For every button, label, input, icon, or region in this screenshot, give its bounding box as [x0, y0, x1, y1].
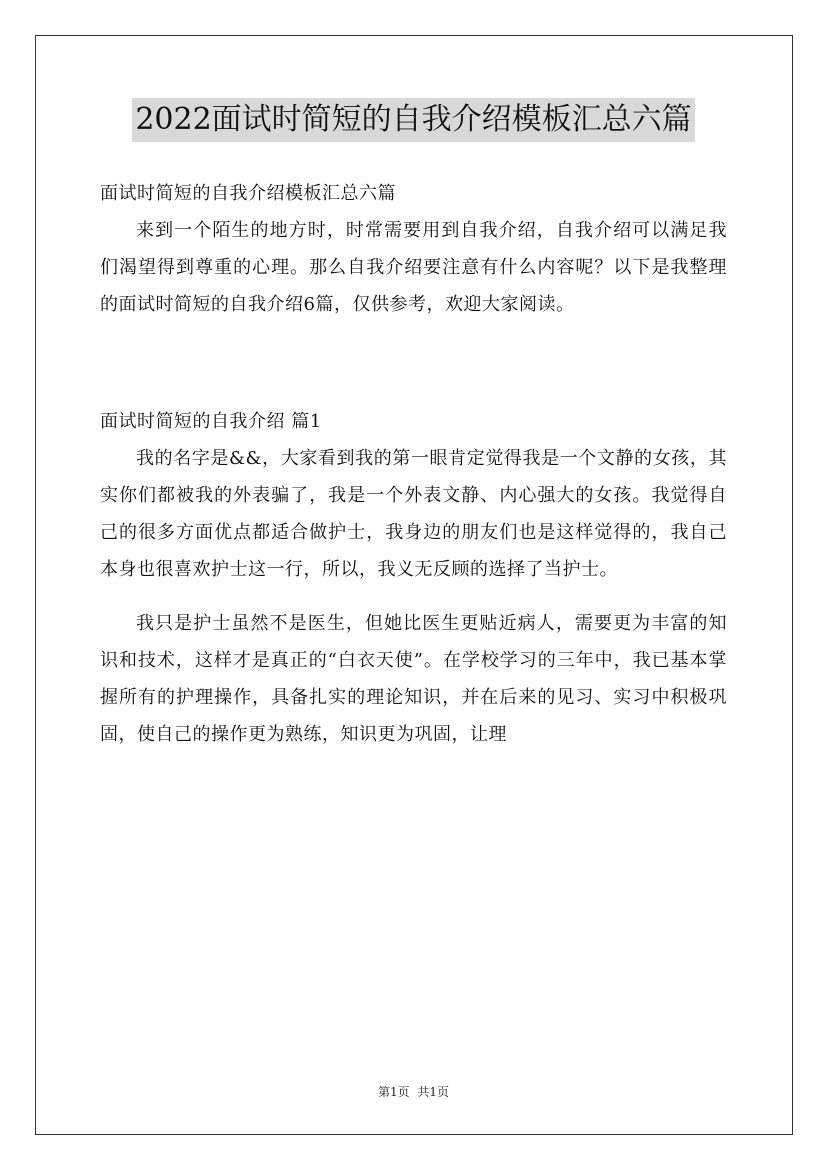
intro-paragraph: 来到一个陌生的地方时，时常需要用到自我介绍，自我介绍可以满足我们渴望得到尊重的心理。那么自我介绍要注意有什么内容呢？以下是我整理的面试时简短的自我介绍6篇，仅供参考，欢迎大家阅读。	[100, 220, 727, 315]
document-body	[100, 175, 727, 770]
document-subtitle: 面试时简短的自我介绍模板汇总六篇	[100, 183, 396, 204]
body-paragraph-1: 我的名字是&&，大家看到我的第一眼肯定觉得我是一个文静的女孩，其实你们都被我的外表骗了，我是一个外表文静、内心强大的女孩。我觉得自己的很多方面优点都适合做护士，我身边的朋友们也是这样觉得的，我自己本身也很喜欢护士这一行，所以，我义无反顾的选择了当护士。	[100, 448, 727, 580]
section-heading: 面试时简短的自我介绍 篇1	[100, 411, 322, 432]
page-number: 第1页	[377, 1085, 410, 1099]
title-container	[0, 98, 827, 142]
page-total: 共1页	[417, 1085, 450, 1099]
body-paragraph-2: 我只是护士虽然不是医生，但她比医生更贴近病人，需要更为丰富的知识和技术，这样才是真正的“白衣天使”。在学校学习的三年中，我已基本掌握所有的护理操作，具备扎实的理论知识，并在后来的见习、实习中积极巩固，使自己的操作更为熟练，知识更为巩固，让理	[100, 613, 727, 745]
document-title: 2022面试时简短的自我介绍模板汇总六篇	[132, 98, 694, 142]
page-footer	[0, 1083, 827, 1100]
